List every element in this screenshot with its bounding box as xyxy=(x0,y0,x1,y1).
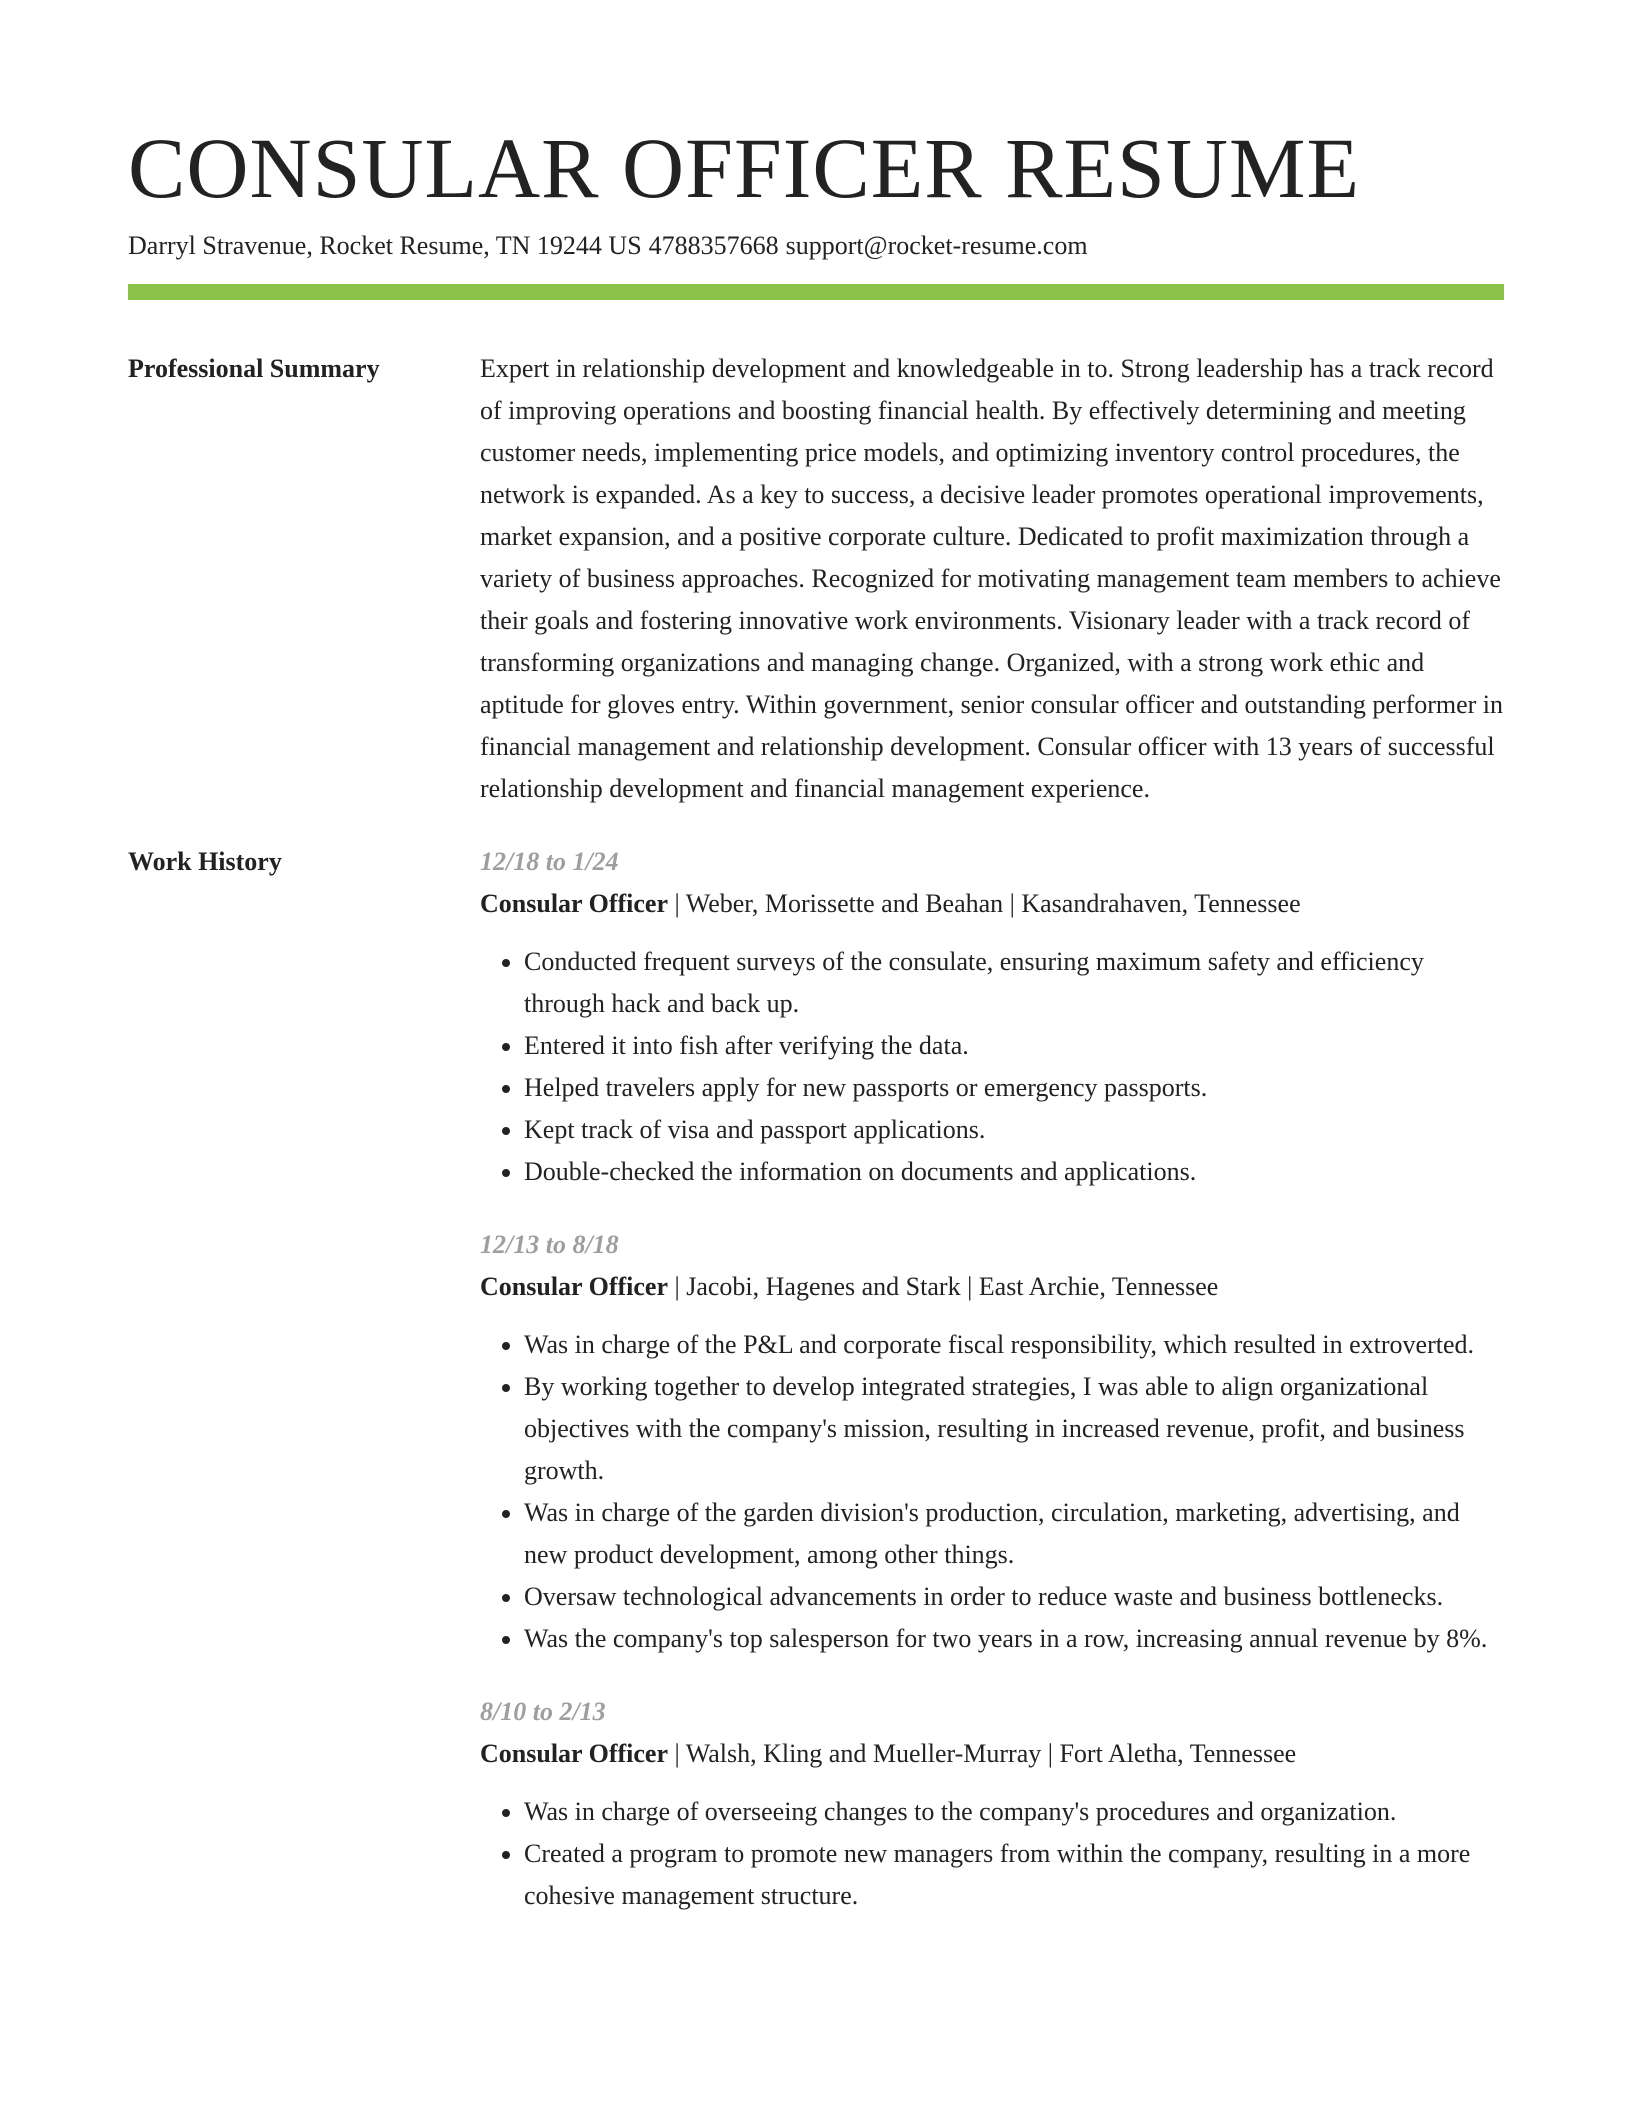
job-title: Consular Officer xyxy=(480,889,668,918)
job-bullets xyxy=(480,1791,1504,1917)
job-bullets xyxy=(480,941,1504,1193)
job-heading xyxy=(480,883,1504,925)
job-bullet: • Was in charge of the P&L and corporate fiscal responsibility, which resulted in extroverted. xyxy=(524,1324,1504,1366)
job-bullet: • Kept track of visa and passport applications. xyxy=(524,1109,1504,1151)
job-dates: 12/13 to 8/18 xyxy=(480,1230,619,1259)
summary-text: Expert in relationship development and knowledgeable in to. Strong leadership has a track record of improving operations and boosting financial health. By effectively determining and meeting customer needs, implementing price models, and optimizing inventory control procedures, the network is expanded. As a key to success, a decisive leader promotes operational improvements, market expansion, and a positive corporate culture. Dedicated to profit maximization through a variety of business approaches. Recognized for motivating management team members to achieve their goals and fostering innovative work environments. Visionary leader with a track record of transforming organizations and managing change. Organized, with a strong work ethic and aptitude for gloves entry. Within government, senior consular officer and outstanding performer in financial management and relationship development. Consular officer with 13 years of successful relationship development and financial management experience. xyxy=(480,354,1504,803)
contact-address: Darryl Stravenue, Rocket Resume, TN 19244 US xyxy=(128,231,642,260)
contact-line xyxy=(128,228,1504,264)
job-bullet: • Created a program to promote new managers from within the company, resulting in a more cohesive management structure. xyxy=(524,1833,1504,1917)
job-heading xyxy=(480,1266,1504,1308)
work-history-heading: Work History xyxy=(128,847,282,876)
job-bullet: • Oversaw technological advancements in order to reduce waste and business bottlenecks. xyxy=(524,1576,1504,1618)
work-history-section xyxy=(128,841,1504,1948)
job-bullet: • By working together to develop integrated strategies, I was able to align organizational objectives with the company's mission, resulting in increased revenue, profit, and business growth. xyxy=(524,1366,1504,1492)
job-bullet: • Conducted frequent surveys of the consulate, ensuring maximum safety and efficiency through hack and back up. xyxy=(524,941,1504,1025)
job-heading xyxy=(480,1733,1504,1775)
job-dates: 8/10 to 2/13 xyxy=(480,1697,606,1726)
contact-phone: 4788357668 xyxy=(648,231,779,260)
summary-heading: Professional Summary xyxy=(128,354,380,383)
accent-divider xyxy=(128,284,1504,300)
job-bullet: • Helped travelers apply for new passports or emergency passports. xyxy=(524,1067,1504,1109)
work-history-list xyxy=(480,841,1504,1948)
job-title: Consular Officer xyxy=(480,1272,668,1301)
job-bullet: • Was in charge of the garden division's production, circulation, marketing, advertising, and new product development, among other things. xyxy=(524,1492,1504,1576)
job-employer-location: | Weber, Morissette and Beahan | Kasandrahaven, Tennessee xyxy=(668,889,1301,918)
job-title: Consular Officer xyxy=(480,1739,668,1768)
job-bullet: • Entered it into fish after verifying the data. xyxy=(524,1025,1504,1067)
job-employer-location: | Walsh, Kling and Mueller-Murray | Fort Aletha, Tennessee xyxy=(668,1739,1297,1768)
job-entry xyxy=(480,841,1504,1193)
job-dates: 12/18 to 1/24 xyxy=(480,847,619,876)
job-bullet: • Double-checked the information on documents and applications. xyxy=(524,1151,1504,1193)
job-bullets xyxy=(480,1324,1504,1660)
job-entry xyxy=(480,1691,1504,1917)
resume-title: CONSULAR OFFICER RESUME xyxy=(128,120,1360,216)
job-bullet: • Was in charge of overseeing changes to the company's procedures and organization. xyxy=(524,1791,1504,1833)
job-employer-location: | Jacobi, Hagenes and Stark | East Archie, Tennessee xyxy=(668,1272,1219,1301)
resume-page xyxy=(128,118,1504,1948)
job-entry xyxy=(480,1224,1504,1660)
summary-section xyxy=(128,348,1504,810)
contact-email: support@rocket-resume.com xyxy=(785,231,1088,260)
job-bullet: • Was the company's top salesperson for two years in a row, increasing annual revenue by 8%. xyxy=(524,1618,1504,1660)
